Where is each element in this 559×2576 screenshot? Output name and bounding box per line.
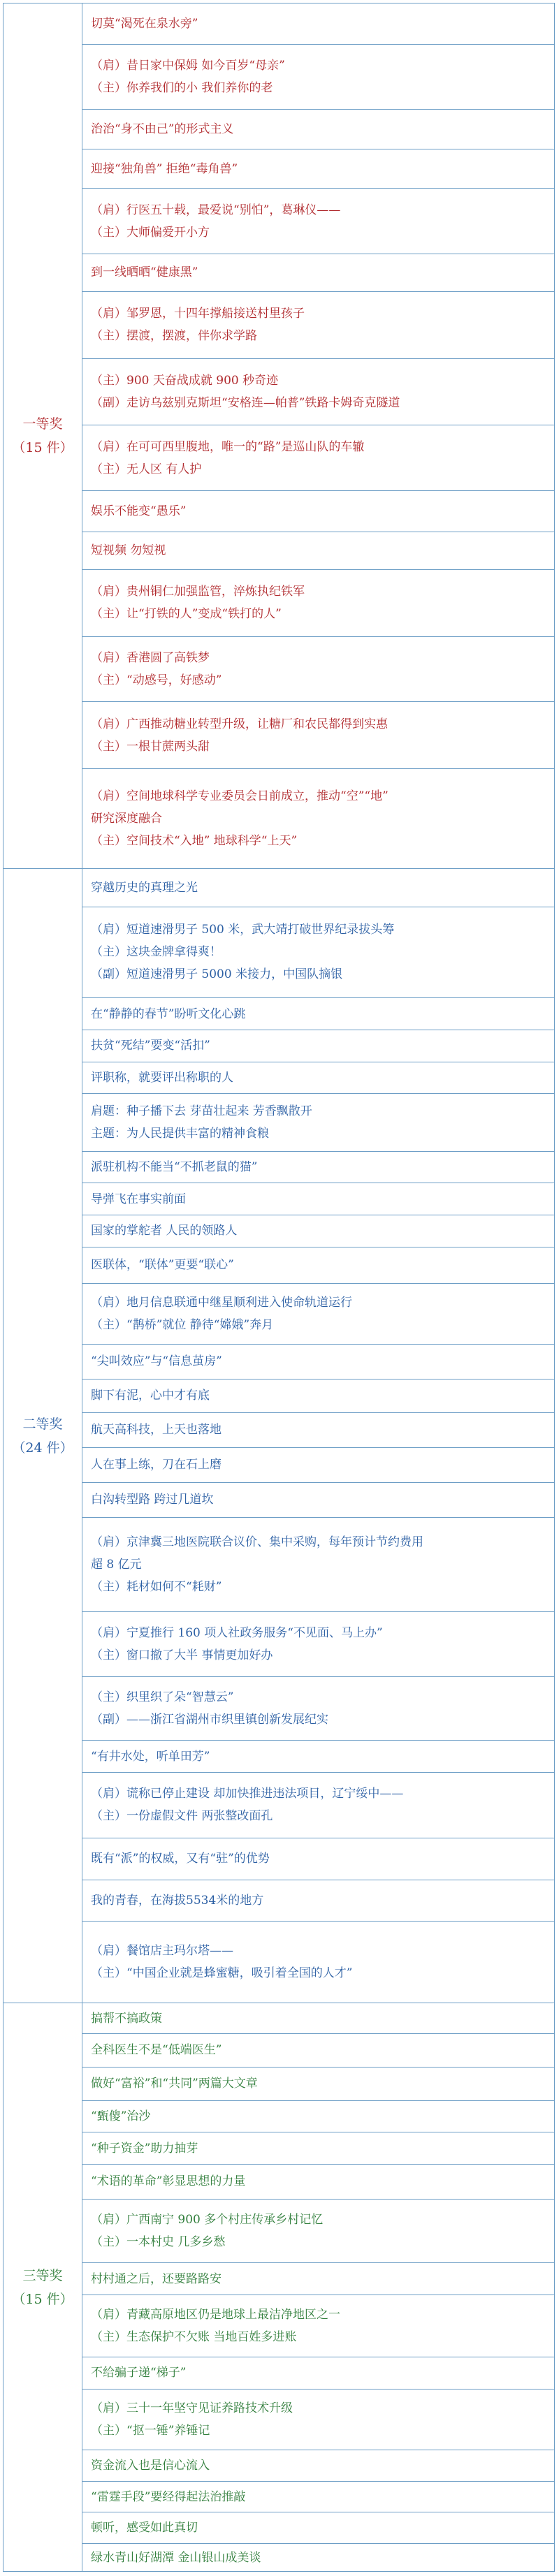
headline-row bbox=[3, 2033, 555, 2067]
headline-cell bbox=[82, 2132, 555, 2165]
headline-line: 到一线晒晒“健康黑” bbox=[91, 265, 198, 280]
award-table bbox=[3, 3, 555, 2572]
headline-cell bbox=[82, 1838, 555, 1880]
headline-cell bbox=[82, 425, 555, 491]
headline-line: （肩）广西推动糖业转型升级，让糖厂和农民都得到实惠 bbox=[91, 717, 388, 731]
headline-line: 脚下有泥，心中才有底 bbox=[91, 1389, 210, 1403]
headline-line: （主）空间技术“入地” 地球科学“上天” bbox=[91, 834, 298, 849]
headline-line: （主）“动感号，好感动” bbox=[91, 673, 222, 687]
headline-row bbox=[3, 1880, 555, 1922]
headline-line: （主）无人区 有人护 bbox=[91, 462, 202, 476]
headline-row bbox=[3, 2199, 555, 2262]
headline-cell bbox=[82, 869, 555, 907]
headline-row bbox=[3, 254, 555, 291]
headline-row bbox=[3, 1611, 555, 1677]
headline-cell bbox=[82, 1283, 555, 1344]
headline-line: 评职称，就要评出称职的人 bbox=[91, 1070, 233, 1085]
headline-row bbox=[3, 3, 555, 45]
headline-row bbox=[3, 2482, 555, 2512]
headline-cell bbox=[82, 570, 555, 637]
headline-row bbox=[3, 2295, 555, 2357]
headline-line: （肩）昔日家中保姆 如今百岁“母亲” bbox=[91, 58, 285, 73]
headline-cell bbox=[82, 702, 555, 769]
headline-cell bbox=[82, 2544, 555, 2572]
headline-cell bbox=[82, 2003, 555, 2033]
headline-line: （肩）行医五十载，最爱说“别怕”，葛琳仪—— bbox=[91, 203, 341, 217]
headline-line: 绿水青山好湖潭 金山银山成美谈 bbox=[91, 2550, 261, 2565]
headline-cell bbox=[82, 532, 555, 569]
headline-cell bbox=[82, 1030, 555, 1062]
headline-cell bbox=[82, 2033, 555, 2067]
headline-cell bbox=[82, 189, 555, 254]
headline-line: （副）短道速滑男子 5000 米接力，中国队摘银 bbox=[91, 967, 343, 982]
headline-row bbox=[3, 998, 555, 1030]
headline-cell bbox=[82, 998, 555, 1030]
headline-line: （肩）青藏高原地区仍是地球上最洁净地区之一 bbox=[91, 2307, 340, 2322]
headline-row bbox=[3, 292, 555, 359]
award-category-count: （15 件） bbox=[12, 440, 73, 456]
headline-row bbox=[3, 2132, 555, 2165]
headline-line: 派驻机构不能当“不抓老鼠的猫” bbox=[91, 1160, 258, 1175]
headline-row bbox=[3, 2544, 555, 2572]
headline-row bbox=[3, 2450, 555, 2482]
headline-cell bbox=[82, 1773, 555, 1838]
headline-row bbox=[3, 2164, 555, 2199]
headline-cell bbox=[82, 1517, 555, 1611]
headline-line: （主）织里织了朵“智慧云” bbox=[91, 1690, 234, 1705]
headline-line: （主）让“打铁的人”变成“铁打的人” bbox=[91, 607, 282, 622]
headline-row bbox=[3, 1412, 555, 1447]
headline-line: 短视频 勿短视 bbox=[91, 543, 166, 558]
headline-cell bbox=[82, 1741, 555, 1773]
headline-row bbox=[3, 532, 555, 569]
headline-line: （主）这块金牌拿得爽！ bbox=[91, 945, 222, 960]
headline-cell bbox=[82, 1379, 555, 1412]
headline-line: 治治“身不由己”的形式主义 bbox=[91, 122, 234, 136]
headline-line: “术语的革命”彰显思想的力量 bbox=[91, 2174, 246, 2189]
headline-line: “尖叫效应”与“信息茧房” bbox=[91, 1354, 222, 1369]
award-category-name: 二等奖 bbox=[22, 1416, 63, 1432]
headline-line: 主题：为人民提供丰富的精神食粮 bbox=[91, 1126, 269, 1141]
headline-cell bbox=[82, 636, 555, 702]
headline-cell bbox=[82, 2100, 555, 2132]
headline-row bbox=[3, 110, 555, 149]
headline-row bbox=[3, 768, 555, 869]
headline-cell bbox=[82, 768, 555, 869]
headline-line: 我的青春，在海拔5534米的地方 bbox=[91, 1894, 264, 1908]
headline-line: （主）窗口撤了大半 事情更加好办 bbox=[91, 1648, 273, 1662]
headline-line: （副）走访乌兹别克斯坦“安格连—帕普”铁路卡姆奇克隧道 bbox=[91, 396, 400, 411]
headline-line: （主）一份虚假文件 两张整改面孔 bbox=[91, 1809, 273, 1824]
headline-row bbox=[3, 44, 555, 110]
award-table-body bbox=[3, 3, 555, 2572]
headline-row bbox=[3, 1215, 555, 1247]
headline-line: 人在事上练，刀在石上磨 bbox=[91, 1458, 222, 1472]
headline-line: 航天高科技，上天也落地 bbox=[91, 1423, 222, 1437]
headline-line: “雷霆手段”要经得起法治推敲 bbox=[91, 2489, 246, 2504]
award-category-count: （15 件） bbox=[12, 2291, 73, 2307]
headline-line: 肩题：种子播下去 芽苗壮起来 芳香飘散开 bbox=[91, 1104, 312, 1118]
headline-line: 全科医生不是“低端医生” bbox=[91, 2043, 222, 2058]
headline-line: 在“静静的春节”盼听文化心跳 bbox=[91, 1007, 246, 1021]
headline-line: （主）“鹊桥”就位 静待“嫦娥”奔月 bbox=[91, 1317, 274, 1332]
headline-line: （主）一根甘蔗两头甜 bbox=[91, 739, 210, 754]
headline-row bbox=[3, 1344, 555, 1379]
headline-line: 切莫“渴死在泉水旁” bbox=[91, 16, 198, 31]
headline-row bbox=[3, 869, 555, 907]
headline-line: 做好“富裕”和“共同”两篇大文章 bbox=[91, 2077, 258, 2091]
headline-line: （肩）短道速滑男子 500 米，武大靖打破世界纪录拔头筹 bbox=[91, 923, 395, 937]
headline-line: （肩）邹罗恩，十四年撑船接送村里孩子 bbox=[91, 307, 305, 321]
headline-line: （主）一本村史 几多乡愁 bbox=[91, 2235, 226, 2250]
headline-line: 顿听，感受如此真切 bbox=[91, 2521, 198, 2535]
headline-row bbox=[3, 1247, 555, 1283]
headline-cell bbox=[82, 2295, 555, 2357]
headline-line: （主）生态保护不欠账 当地百姓多进账 bbox=[91, 2329, 297, 2344]
headline-line: （肩）贵州铜仁加强监管，淬炼执纪铁军 bbox=[91, 585, 305, 599]
headline-row bbox=[3, 2357, 555, 2390]
headline-cell bbox=[82, 490, 555, 532]
headline-cell bbox=[82, 2482, 555, 2512]
headline-line: 医联体，“联体”更要“联心” bbox=[91, 1258, 234, 1273]
headline-line: （肩）地月信息联通中继星顺利进入使命轨道运行 bbox=[91, 1295, 352, 1310]
headline-line: （主）“抠一锤”养锤记 bbox=[91, 2423, 210, 2438]
headline-line: “种子资金”助力抽芽 bbox=[91, 2141, 198, 2156]
headline-row bbox=[3, 1151, 555, 1183]
headline-cell bbox=[82, 2450, 555, 2482]
headline-line: 白沟转型路 跨过几道坎 bbox=[91, 1493, 214, 1507]
headline-row bbox=[3, 1094, 555, 1152]
headline-row bbox=[3, 1482, 555, 1517]
headline-line: （主）摆渡，摆渡，伴你求学路 bbox=[91, 329, 257, 344]
headline-line: （主）你养我们的小 我们养你的老 bbox=[91, 80, 273, 95]
headline-row bbox=[3, 2263, 555, 2295]
award-category-name: 三等奖 bbox=[22, 2267, 63, 2283]
headline-line: 搞帮不搞政策 bbox=[91, 2011, 162, 2026]
headline-line: 村村通之后，还要路路安 bbox=[91, 2271, 222, 2286]
headline-line: 迎接“独角兽” 拒绝“毒角兽” bbox=[91, 161, 238, 176]
headline-cell bbox=[82, 1482, 555, 1517]
headline-line: （主）耗材如何不“耗财” bbox=[91, 1579, 222, 1594]
headline-row bbox=[3, 2389, 555, 2450]
headline-cell bbox=[82, 2389, 555, 2450]
headline-row bbox=[3, 2100, 555, 2132]
headline-cell bbox=[82, 1880, 555, 1922]
headline-cell bbox=[82, 1183, 555, 1215]
headline-cell bbox=[82, 1344, 555, 1379]
headline-cell bbox=[82, 1922, 555, 2003]
headline-line: （主）900 天奋战成就 900 秒奇迹 bbox=[91, 374, 279, 388]
headline-line: （副）——浙江省湖州市织里镇创新发展纪实 bbox=[91, 1713, 328, 1727]
headline-cell bbox=[82, 1412, 555, 1447]
headline-cell bbox=[82, 2263, 555, 2295]
headline-cell bbox=[82, 1062, 555, 1094]
headline-row bbox=[3, 1517, 555, 1611]
headline-cell bbox=[82, 1447, 555, 1482]
headline-cell bbox=[82, 2357, 555, 2390]
headline-row bbox=[3, 1062, 555, 1094]
headline-line: 不给骗子递“梯子” bbox=[91, 2366, 187, 2380]
headline-row bbox=[3, 570, 555, 637]
headline-line: （肩）京津冀三地医院联合议价、集中采购，每年预计节约费用 bbox=[91, 1535, 423, 1549]
headline-row bbox=[3, 149, 555, 189]
headline-line: （肩）餐馆店主玛尔塔—— bbox=[91, 1944, 233, 1959]
headline-line: 既有“派”的权威，又有“驻”的优势 bbox=[91, 1852, 270, 1866]
headline-row bbox=[3, 358, 555, 425]
headline-line: （肩）广西南宁 900 多个村庄传承乡村记忆 bbox=[91, 2213, 324, 2227]
headline-cell bbox=[82, 1094, 555, 1152]
headline-row bbox=[3, 490, 555, 532]
headline-cell bbox=[82, 1677, 555, 1741]
headline-line: 娱乐不能变“愚乐” bbox=[91, 504, 187, 518]
headline-line: 超 8 亿元 bbox=[91, 1557, 142, 1572]
headline-cell bbox=[82, 2164, 555, 2199]
headline-cell bbox=[82, 2199, 555, 2262]
headline-line: “甄傻”治沙 bbox=[91, 2109, 151, 2123]
award-category-name: 一等奖 bbox=[22, 416, 63, 432]
headline-row bbox=[3, 1183, 555, 1215]
headline-row bbox=[3, 1379, 555, 1412]
headline-line: 扶贫“死结”要变“活扣” bbox=[91, 1039, 210, 1053]
headline-cell bbox=[82, 254, 555, 291]
headline-cell bbox=[82, 110, 555, 149]
headline-line: （主）“中国企业就是蜂蜜糖，吸引着全国的人才” bbox=[91, 1966, 353, 1981]
headline-line: （主）大师偏爱开小方 bbox=[91, 225, 210, 240]
award-category-count: （24 件） bbox=[12, 1440, 73, 1456]
headline-row bbox=[3, 1922, 555, 2003]
headline-line: “有井水处，听单田芳” bbox=[91, 1749, 210, 1764]
headline-row bbox=[3, 2512, 555, 2544]
headline-row bbox=[3, 1677, 555, 1741]
headline-line: （肩）空间地球科学专业委员会日前成立，推动“空”“地” bbox=[91, 789, 389, 804]
headline-row bbox=[3, 2003, 555, 2033]
headline-row bbox=[3, 1773, 555, 1838]
headline-cell bbox=[82, 292, 555, 359]
headline-line: 研究深度融合 bbox=[91, 812, 162, 826]
headline-row bbox=[3, 2067, 555, 2100]
headline-row bbox=[3, 425, 555, 491]
headline-cell bbox=[82, 149, 555, 189]
headline-line: 资金流入也是信心流入 bbox=[91, 2459, 210, 2473]
award-category-cell bbox=[3, 869, 82, 2003]
headline-cell bbox=[82, 2512, 555, 2544]
headline-row bbox=[3, 1838, 555, 1880]
headline-row bbox=[3, 1741, 555, 1773]
headline-cell bbox=[82, 1611, 555, 1677]
headline-row bbox=[3, 189, 555, 254]
headline-row bbox=[3, 636, 555, 702]
headline-line: 导弹飞在事实前面 bbox=[91, 1192, 186, 1206]
headline-row bbox=[3, 1030, 555, 1062]
headline-cell bbox=[82, 907, 555, 997]
headline-cell bbox=[82, 2067, 555, 2100]
headline-cell bbox=[82, 1247, 555, 1283]
headline-line: （肩）香港圆了高铁梦 bbox=[91, 650, 210, 665]
headline-cell bbox=[82, 1215, 555, 1247]
headline-row bbox=[3, 1283, 555, 1344]
headline-line: （肩）宁夏推行 160 项人社政务服务“不见面、马上办” bbox=[91, 1625, 383, 1640]
headline-row bbox=[3, 907, 555, 997]
award-category-cell bbox=[3, 3, 82, 869]
headline-row bbox=[3, 1447, 555, 1482]
headline-cell bbox=[82, 44, 555, 110]
headline-line: （肩）谎称已停止建设 却加快推进违法项目，辽宁绥中—— bbox=[91, 1787, 404, 1801]
headline-line: （肩）在可可西里腹地，唯一的“路”是巡山队的车辙 bbox=[91, 439, 365, 454]
headline-cell bbox=[82, 1151, 555, 1183]
headline-cell bbox=[82, 358, 555, 425]
headline-line: 穿越历史的真理之光 bbox=[91, 881, 198, 895]
headline-cell bbox=[82, 3, 555, 45]
award-category-cell bbox=[3, 2003, 82, 2572]
headline-line: （肩）三十一年坚守见证养路技术升级 bbox=[91, 2401, 293, 2415]
headline-row bbox=[3, 702, 555, 769]
headline-line: 国家的掌舵者 人民的领路人 bbox=[91, 1224, 238, 1238]
